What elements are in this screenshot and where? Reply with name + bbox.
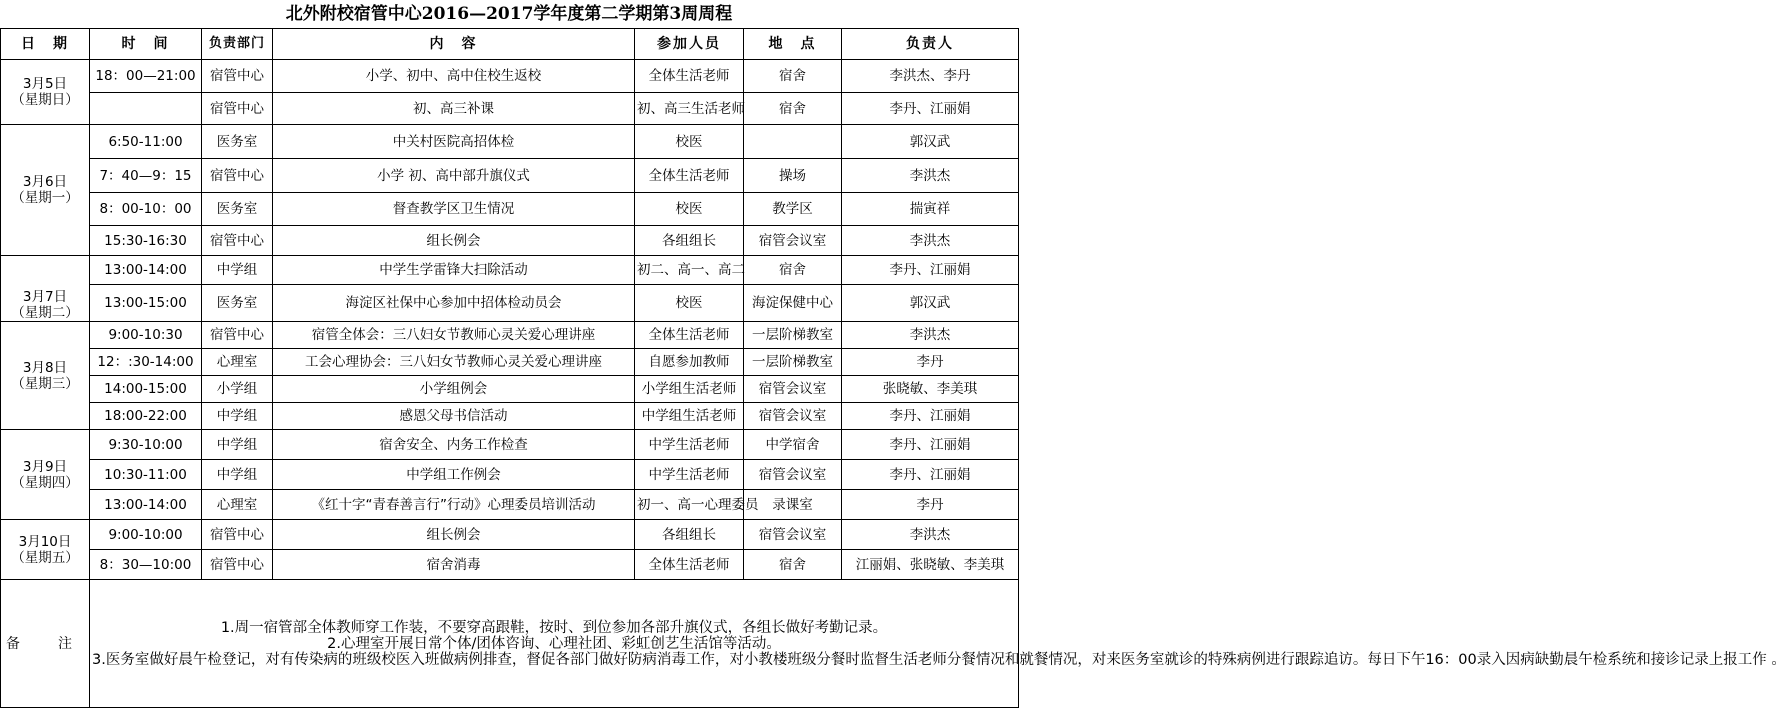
participants-cell: 中学生活老师: [635, 460, 744, 490]
table-row: [1, 460, 1019, 490]
table-row: [1, 550, 1019, 580]
content-cell: 督查教学区卫生情况: [273, 193, 635, 226]
dept-cell: 心理室: [202, 490, 273, 520]
date-cell: [1, 430, 90, 520]
date-label: 3月9日: [22, 458, 68, 475]
location-cell: 操场: [744, 159, 842, 193]
header-date: 日 期: [1, 29, 90, 60]
location-cell: 海淀保健中心: [744, 285, 842, 322]
participants-cell: 校医: [635, 193, 744, 226]
time-cell: 14:00-15:00: [90, 376, 202, 403]
content-cell: 工会心理协会：三八妇女节教师心灵关爱心理讲座: [273, 349, 635, 376]
participants-cell: 初二、高一、高二: [635, 256, 744, 285]
owner-cell: 江丽娟、张晓敏、李美琪: [842, 550, 1019, 580]
owner-cell: 李丹、江丽娟: [842, 430, 1019, 460]
content-cell: 中学生学雷锋大扫除活动: [273, 256, 635, 285]
weekday-label: （星期五）: [11, 549, 79, 566]
content-cell: 宿管全体会：三八妇女节教师心灵关爱心理讲座: [273, 322, 635, 349]
table-row: [1, 520, 1019, 550]
note-item: 2.心理室开展日常个体/团体咨询、心理社团、彩虹创艺生活馆等活动。: [327, 635, 781, 652]
header-dept: 负责部门: [202, 29, 273, 60]
participants-cell: 全体生活老师: [635, 159, 744, 193]
participants-cell: 小学组生活老师: [635, 376, 744, 403]
location-cell: 宿管会议室: [744, 403, 842, 430]
owner-cell: 李洪杰: [842, 226, 1019, 256]
notes-label: 备 注: [1, 580, 90, 708]
date-cell: [1, 520, 90, 580]
location-cell: 宿舍: [744, 60, 842, 93]
participants-cell: 各组组长: [635, 520, 744, 550]
dept-cell: 宿管中心: [202, 60, 273, 93]
owner-cell: 李丹、江丽娟: [842, 460, 1019, 490]
table-row: [1, 256, 1019, 285]
dept-cell: 医务室: [202, 285, 273, 322]
participants-cell: 全体生活老师: [635, 550, 744, 580]
time-cell: 12：:30-14:00: [90, 349, 202, 376]
date-cell: [1, 256, 90, 322]
owner-cell: 李洪杰: [842, 159, 1019, 193]
owner-cell: 李洪杰、李丹: [842, 60, 1019, 93]
content-cell: 小学组例会: [273, 376, 635, 403]
content-cell: 感恩父母书信活动: [273, 403, 635, 430]
content-cell: 宿舍安全、内务工作检查: [273, 430, 635, 460]
date-label: 3月8日: [22, 359, 68, 376]
dept-cell: 医务室: [202, 125, 273, 159]
content-cell: 《红十字“青春善言行”行动》心理委员培训活动: [273, 490, 635, 520]
date-cell: [1, 60, 90, 125]
location-cell: 宿管会议室: [744, 520, 842, 550]
date-label: 3月6日: [22, 174, 68, 190]
weekly-schedule-table: [0, 28, 1786, 708]
table-row: [1, 60, 1019, 93]
dept-cell: 小学组: [202, 376, 273, 403]
location-cell: 宿管会议室: [744, 226, 842, 256]
table-row: [1, 159, 1019, 193]
dept-cell: 宿管中心: [202, 93, 273, 125]
time-cell: 15:30-16:30: [90, 226, 202, 256]
owner-cell: 李丹: [842, 349, 1019, 376]
owner-cell: 郭汉武: [842, 125, 1019, 159]
time-cell: 9:30-10:00: [90, 430, 202, 460]
location-cell: 一层阶梯教室: [744, 322, 842, 349]
participants-cell: 校医: [635, 285, 744, 322]
header-location: 地 点: [744, 29, 842, 60]
dept-cell: 心理室: [202, 349, 273, 376]
owner-cell: 李洪杰: [842, 520, 1019, 550]
table-row: [1, 349, 1019, 376]
header-content: 内 容: [273, 29, 635, 60]
time-cell: 7：40—9：15: [90, 159, 202, 193]
header-participants: 参加人员: [635, 29, 744, 60]
time-cell: 13:00-14:00: [90, 256, 202, 285]
location-cell: 宿舍: [744, 93, 842, 125]
time-cell: 18：00—21:00: [90, 60, 202, 93]
time-cell: 8：30—10:00: [90, 550, 202, 580]
date-label: 3月7日: [22, 289, 68, 305]
time-cell: 8：00-10：00: [90, 193, 202, 226]
location-cell: 录课室: [744, 490, 842, 520]
owner-cell: 李丹、江丽娟: [842, 403, 1019, 430]
notes-row: [1, 580, 1019, 708]
time-cell: 13:00-14:00: [90, 490, 202, 520]
table-row: [1, 125, 1019, 159]
time-cell: [90, 93, 202, 125]
participants-cell: 初一、高一心理委员: [635, 490, 744, 520]
table-row: [1, 226, 1019, 256]
table-row: [1, 322, 1019, 349]
table-row: [1, 193, 1019, 226]
weekday-label: （星期一）: [11, 190, 79, 206]
content-cell: 中关村医院高招体检: [273, 125, 635, 159]
notes-content: [90, 580, 1786, 708]
table-row: [1, 403, 1019, 430]
location-cell: 中学宿舍: [744, 430, 842, 460]
table-row: [1, 490, 1019, 520]
dept-cell: 宿管中心: [202, 322, 273, 349]
participants-cell: 各组组长: [635, 226, 744, 256]
time-cell: 18:00-22:00: [90, 403, 202, 430]
dept-cell: 医务室: [202, 193, 273, 226]
weekday-label: （星期三）: [11, 375, 79, 392]
owner-cell: 李丹、江丽娟: [842, 93, 1019, 125]
dept-cell: 中学组: [202, 430, 273, 460]
time-cell: 6:50-11:00: [90, 125, 202, 159]
weekday-label: （星期日）: [11, 92, 79, 108]
date-cell: [1, 322, 90, 430]
dept-cell: 中学组: [202, 460, 273, 490]
content-cell: 海淀区社保中心参加中招体检动员会: [273, 285, 635, 322]
dept-cell: 宿管中心: [202, 226, 273, 256]
participants-cell: 全体生活老师: [635, 60, 744, 93]
dept-cell: 宿管中心: [202, 550, 273, 580]
participants-cell: 中学组生活老师: [635, 403, 744, 430]
participants-cell: 中学生活老师: [635, 430, 744, 460]
participants-cell: 自愿参加教师: [635, 349, 744, 376]
content-cell: 组长例会: [273, 520, 635, 550]
weekday-label: （星期四）: [11, 474, 79, 491]
content-cell: 组长例会: [273, 226, 635, 256]
participants-cell: 校医: [635, 125, 744, 159]
owner-cell: 李丹: [842, 490, 1019, 520]
time-cell: 9:00-10:30: [90, 322, 202, 349]
owner-cell: 李丹、江丽娟: [842, 256, 1019, 285]
table-row: [1, 93, 1019, 125]
page-title: 北外附校宿管中心2016—2017学年度第二学期第3周周程: [285, 4, 733, 24]
note-item: 3.医务室做好晨午检登记，对有传染病的班级校医入班做病例排查，督促各部门做好防病消毒工作，对小教楼班级分餐时监督生活老师分餐情况和就餐情况，对来医务室就诊的特殊病例进行跟踪追访。每日下午16：00录入因病缺勤晨午检系统和接诊记录上报工作 。: [92, 651, 1786, 668]
location-cell: 教学区: [744, 193, 842, 226]
dept-cell: 宿管中心: [202, 159, 273, 193]
location-cell: [744, 125, 842, 159]
owner-cell: 李洪杰: [842, 322, 1019, 349]
owner-cell: 揣寅祥: [842, 193, 1019, 226]
owner-cell: 张晓敏、李美琪: [842, 376, 1019, 403]
content-cell: 小学、初中、高中住校生返校: [273, 60, 635, 93]
weekday-label: （星期二）: [11, 305, 79, 321]
location-cell: 宿舍: [744, 550, 842, 580]
dept-cell: 中学组: [202, 256, 273, 285]
time-cell: 9:00-10:00: [90, 520, 202, 550]
participants-cell: 初、高三生活老师: [635, 93, 744, 125]
table-row: [1, 376, 1019, 403]
table-row: [1, 285, 1019, 322]
dept-cell: 宿管中心: [202, 520, 273, 550]
time-cell: 13:00-15:00: [90, 285, 202, 322]
table-row: [1, 430, 1019, 460]
note-item: 1.周一宿管部全体教师穿工作装，不要穿高跟鞋，按时、到位参加各部升旗仪式，各组长做好考勤记录。: [220, 619, 888, 636]
date-cell: [1, 125, 90, 256]
content-cell: 小学 初、高中部升旗仪式: [273, 159, 635, 193]
date-label: 3月5日: [22, 76, 68, 92]
date-label: 3月10日: [18, 533, 72, 550]
owner-cell: 郭汉武: [842, 285, 1019, 322]
content-cell: 中学组工作例会: [273, 460, 635, 490]
location-cell: 宿管会议室: [744, 460, 842, 490]
location-cell: 宿管会议室: [744, 376, 842, 403]
content-cell: 宿舍消毒: [273, 550, 635, 580]
time-cell: 10:30-11:00: [90, 460, 202, 490]
dept-cell: 中学组: [202, 403, 273, 430]
content-cell: 初、高三补课: [273, 93, 635, 125]
header-row: [1, 29, 1019, 60]
participants-cell: 全体生活老师: [635, 322, 744, 349]
header-time: 时 间: [90, 29, 202, 60]
location-cell: 宿舍: [744, 256, 842, 285]
header-owner: 负责人: [842, 29, 1019, 60]
location-cell: 一层阶梯教室: [744, 349, 842, 376]
